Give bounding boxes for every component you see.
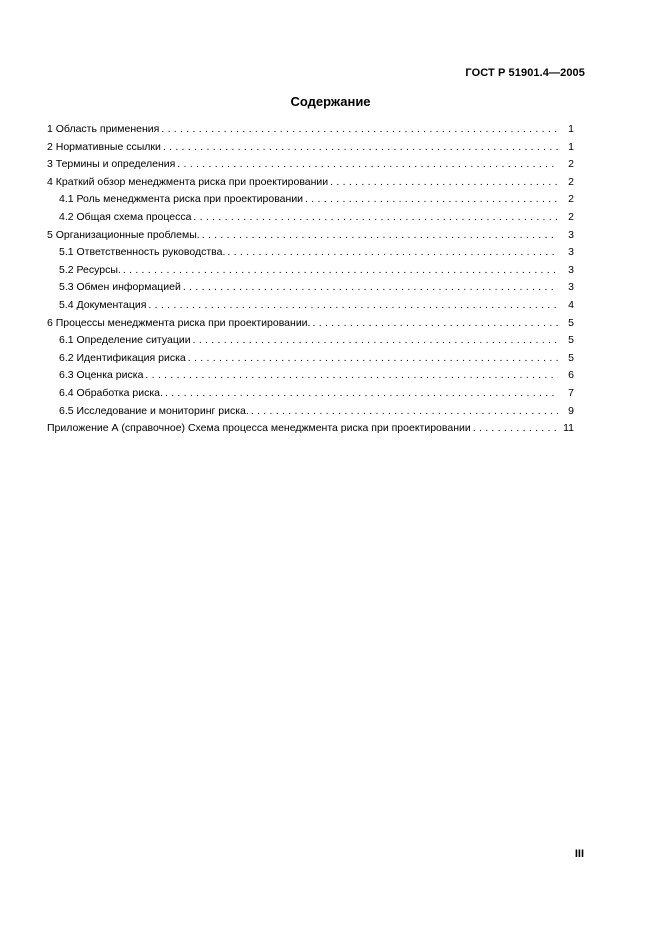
- toc-entry[interactable]: [47, 121, 574, 139]
- toc-entry-page: 5: [568, 351, 574, 364]
- toc-entry-title: 5.3 Обмен информацией: [59, 281, 181, 294]
- toc-leader-dots: [165, 385, 558, 403]
- toc-leader-dots: [188, 350, 558, 368]
- toc-leader-dots: [330, 174, 558, 192]
- toc-entry-page: 3: [568, 228, 574, 241]
- toc-entry-page: 5: [568, 316, 574, 329]
- toc-entry-page: 1: [568, 123, 574, 135]
- page-number: III: [574, 848, 584, 860]
- toc-entry[interactable]: [47, 420, 574, 438]
- toc-leader-dots: [202, 227, 558, 245]
- toc-entry-title: 5.1 Ответственность руководства.: [59, 246, 226, 259]
- toc-entry-page: 5: [568, 334, 574, 347]
- toc-entry[interactable]: [47, 297, 574, 315]
- toc-leader-dots: [177, 156, 558, 174]
- toc-entry-title: 4.2 Общая схема процесса: [59, 210, 192, 223]
- toc-entry[interactable]: [47, 385, 574, 403]
- toc-leader-dots: [251, 403, 558, 421]
- toc-entry-title: 5.4 Документация: [59, 298, 147, 311]
- toc-entry[interactable]: [47, 403, 574, 421]
- toc-entry-title: 6.2 Идентификация риска: [59, 351, 186, 364]
- toc-entry-page: 3: [568, 281, 574, 294]
- toc-entry-title: 4 Краткий обзор менеджмента риска при проектировании: [47, 175, 329, 188]
- toc-entry[interactable]: [47, 262, 574, 280]
- toc-entry-page: 2: [568, 193, 574, 206]
- toc-leader-dots: [473, 420, 558, 438]
- toc-leader-dots: [312, 315, 558, 333]
- toc-leader-dots: [193, 332, 558, 350]
- toc-entry-title: 6.1 Определение ситуации: [59, 334, 191, 347]
- toc-leader-dots: [123, 262, 558, 280]
- toc-entry[interactable]: [47, 139, 574, 157]
- toc-entry-page: 7: [568, 386, 574, 399]
- toc-entry-title: 6.3 Оценка риска: [59, 369, 144, 382]
- toc-entry[interactable]: [47, 156, 574, 174]
- toc-entry[interactable]: [47, 191, 574, 209]
- toc-entry[interactable]: [47, 174, 574, 192]
- toc-entry-title: 5.2 Ресурсы.: [59, 263, 121, 276]
- toc-entry[interactable]: [47, 350, 574, 368]
- toc-entry-page: 1: [568, 140, 574, 153]
- toc-entry[interactable]: [47, 332, 574, 350]
- toc-entry-title: 4.1 Роль менеджмента риска при проектировании: [59, 193, 304, 206]
- toc-title: Содержание: [290, 94, 371, 109]
- toc-entry-title: 6 Процессы менеджмента риска при проектировании.: [47, 316, 311, 329]
- toc-leader-dots: [227, 244, 558, 262]
- toc-leader-dots: [161, 121, 558, 139]
- toc-entry-title: Приложение А (справочное) Схема процесса менеджмента риска при проектировании: [47, 422, 471, 435]
- toc-entry-title: 1 Область применения: [47, 123, 160, 135]
- toc-leader-dots: [305, 191, 558, 209]
- toc-entry-title: 6.5 Исследование и мониторинг риска.: [59, 404, 249, 417]
- toc-leader-dots: [193, 209, 558, 227]
- toc-entry-page: 3: [568, 246, 574, 259]
- toc-entry-page: 4: [568, 298, 574, 311]
- toc-entry-title: 3 Термины и определения: [47, 158, 176, 171]
- toc-entry-page: 2: [568, 158, 574, 171]
- toc-entry-page: 2: [568, 210, 574, 223]
- toc-leader-dots: [163, 139, 558, 157]
- toc-entry-title: 6.4 Обработка риска.: [59, 386, 163, 399]
- toc-entry-page: 3: [568, 263, 574, 276]
- toc-entry-page: 9: [568, 404, 574, 417]
- toc-entry[interactable]: [47, 209, 574, 227]
- table-of-contents: [47, 121, 574, 438]
- toc-entry[interactable]: [47, 279, 574, 297]
- toc-entry-page: 2: [568, 175, 574, 188]
- toc-entry[interactable]: [47, 244, 574, 262]
- toc-entry[interactable]: [47, 367, 574, 385]
- toc-entry-page: 11: [563, 422, 574, 435]
- toc-entry[interactable]: [47, 227, 574, 245]
- toc-entry-page: 6: [568, 369, 574, 382]
- toc-entry-title: 2 Нормативные ссылки: [47, 140, 161, 153]
- toc-leader-dots: [183, 279, 558, 297]
- toc-leader-dots: [145, 367, 558, 385]
- toc-entry[interactable]: [47, 315, 574, 333]
- toc-leader-dots: [148, 297, 558, 315]
- toc-entry-title: 5 Организационные проблемы.: [47, 228, 200, 241]
- document-code: ГОСТ Р 51901.4—2005: [465, 67, 585, 79]
